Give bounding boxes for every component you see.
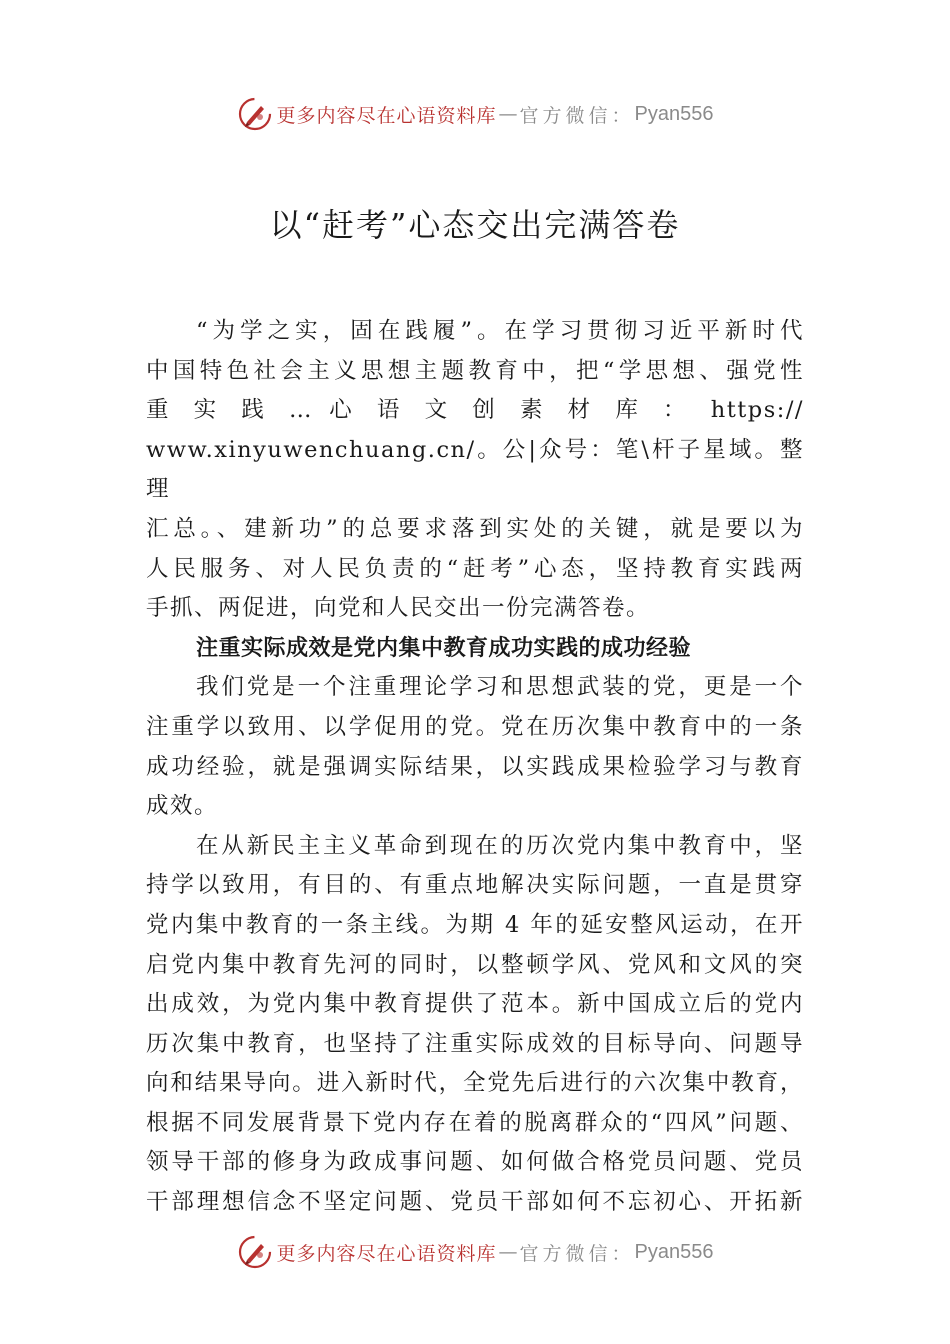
header-watermark-banner	[0, 94, 950, 134]
banner-brand-text: 更多内容尽在心语资料库	[276, 104, 497, 127]
banner-wechat-label: 官方微信：	[519, 1242, 635, 1265]
text-line: 历次集中教育，也坚持了注重实际成效的目标导向、问题导	[146, 1030, 804, 1057]
banner-brand-text: 更多内容尽在心语资料库	[276, 1242, 497, 1265]
text-line: 重 实 践 … 心 语 文 创 素 材 库 ： https://	[146, 397, 804, 424]
footer-watermark-banner	[0, 1232, 950, 1272]
document-body	[146, 312, 804, 1223]
text-line: 成功经验，就是强调实际结果，以实践成果检验学习与教育	[146, 753, 804, 780]
text-line: 汇总。、建新功”的总要求落到实处的关键，就是要以为	[146, 515, 804, 542]
pen-logo-icon	[237, 1234, 273, 1270]
intro-paragraph	[146, 312, 804, 629]
text-line: 向和结果导向。进入新时代，全党先后进行的六次集中教育，	[146, 1070, 804, 1097]
text-line: 出成效，为党内集中教育提供了范本。新中国成立后的党内	[146, 991, 804, 1018]
text-line: 在从新民主主义革命到现在的历次党内集中教育中，坚	[196, 832, 804, 859]
text-line: 党内集中教育的一条主线。为期 4 年的延安整风运动，在开	[146, 911, 804, 938]
body-paragraph	[146, 827, 804, 1223]
document-title: 以“赶考”心态交出完满答卷	[269, 206, 681, 244]
text-line: 注重学以致用、以学促用的党。党在历次集中教育中的一条	[146, 713, 804, 740]
text-line: 根据不同发展背景下党内存在着的脱离群众的“四风”问题、	[146, 1109, 804, 1136]
text-line: www.xinyuwenchuang.cn/。公|众号：笔\杆子星域。整理	[146, 436, 804, 503]
banner-wechat-id: Pyan556	[634, 102, 714, 125]
text-line: 手抓、两促进，向党和人民交出一份完满答卷。	[146, 595, 651, 622]
text-line: 持学以致用，有目的、有重点地解决实际问题，一直是贯穿	[146, 872, 804, 899]
text-line: 干部理想信念不坚定问题、党员干部如何不忘初心、开拓新	[146, 1189, 804, 1216]
text-line: “为学之实，固在践履”。在学习贯彻习近平新时代	[196, 318, 804, 344]
banner-wechat-label: 官方微信：	[519, 104, 635, 127]
banner-dash: —	[498, 103, 518, 125]
text-line: 成效。	[146, 793, 219, 820]
text-line: 我们党是一个注重理论学习和思想武装的党，更是一个	[196, 674, 804, 701]
banner-wechat-id: Pyan556	[634, 1240, 714, 1263]
section-heading: 注重实际成效是党内集中教育成功实践的成功经验	[196, 635, 692, 661]
banner-dash: —	[498, 1241, 518, 1263]
text-line: 启党内集中教育先河的同时，以整顿学风、党风和文风的突	[146, 951, 804, 978]
pen-logo-icon	[237, 96, 273, 132]
text-line: 人民服务、对人民负责的“赶考”心态，坚持教育实践两	[146, 555, 804, 582]
body-paragraph	[146, 668, 804, 826]
text-line: 中国特色社会主义思想主题教育中，把“学思想、强党性	[146, 357, 804, 384]
text-line: 领导干部的修身为政成事问题、如何做合格党员问题、党员	[146, 1149, 804, 1176]
